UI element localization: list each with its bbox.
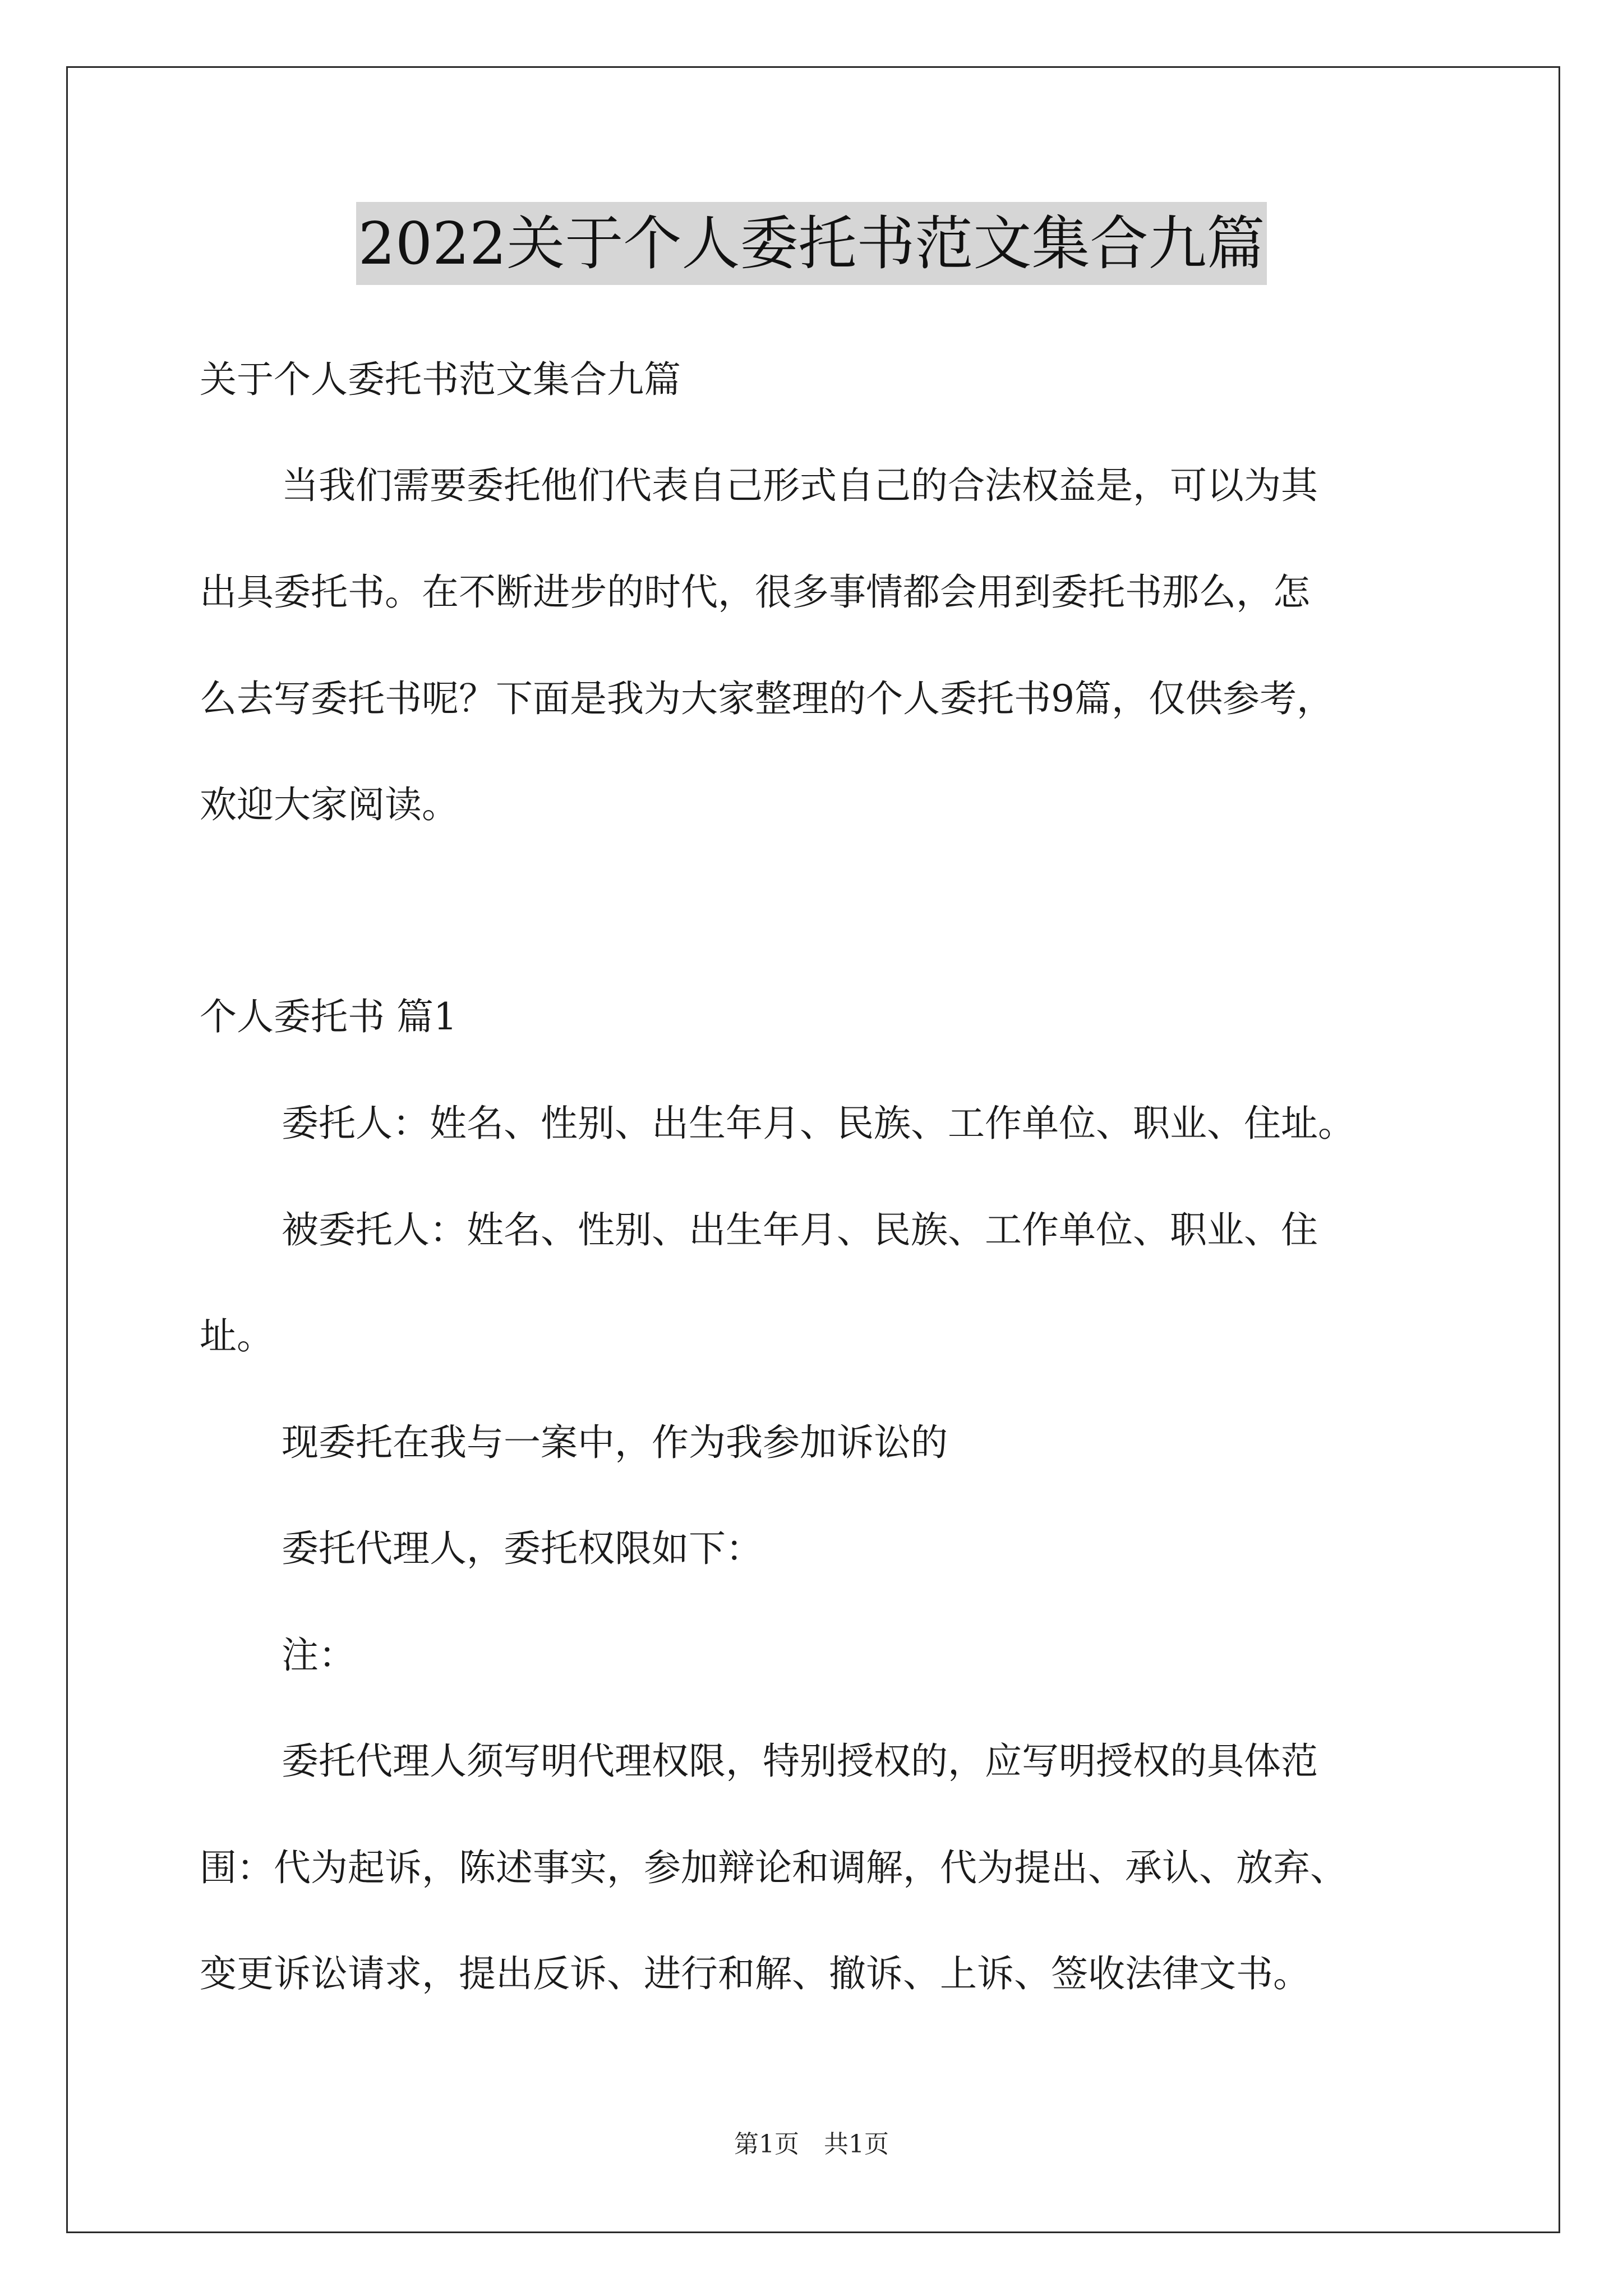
section-line-8: 围：代为起诉，陈述事实，参加辩论和调解，代为提出、承认、放弃、 [200,1846,1347,1889]
intro-line-4: 欢迎大家阅读。 [200,783,459,826]
section-line-5: 委托代理人，委托权限如下： [282,1527,763,1570]
document-subtitle: 关于个人委托书范文集合九篇 [200,358,681,401]
section-line-3: 址。 [200,1314,274,1358]
page-number-footer: 第1页 共1页 [734,2130,889,2159]
intro-line-3: 么去写委托书呢？下面是我为大家整理的个人委托书9篇，仅供参考， [200,677,1334,720]
section-line-1: 委托人：姓名、性别、出生年月、民族、工作单位、职业、住址。 [282,1102,1355,1145]
intro-line-2: 出具委托书。在不断进步的时代，很多事情都会用到委托书那么，怎 [200,570,1310,614]
section-line-9: 变更诉讼请求，提出反诉、进行和解、撤诉、上诉、签收法律文书。 [200,1952,1310,1995]
intro-line-1: 当我们需要委托他们代表自己形式自己的合法权益是，可以为其 [282,464,1318,507]
section-heading: 个人委托书 篇1 [200,995,457,1038]
section-line-6: 注： [282,1634,356,1677]
title-container [0,202,1623,285]
document-title: 2022关于个人委托书范文集合九篇 [356,202,1267,285]
section-line-7: 委托代理人须写明代理权限，特别授权的，应写明授权的具体范 [282,1740,1318,1783]
section-line-4: 现委托在我与一案中，作为我参加诉讼的 [282,1421,948,1464]
section-line-2: 被委托人：姓名、性别、出生年月、民族、工作单位、职业、住 [282,1208,1318,1251]
